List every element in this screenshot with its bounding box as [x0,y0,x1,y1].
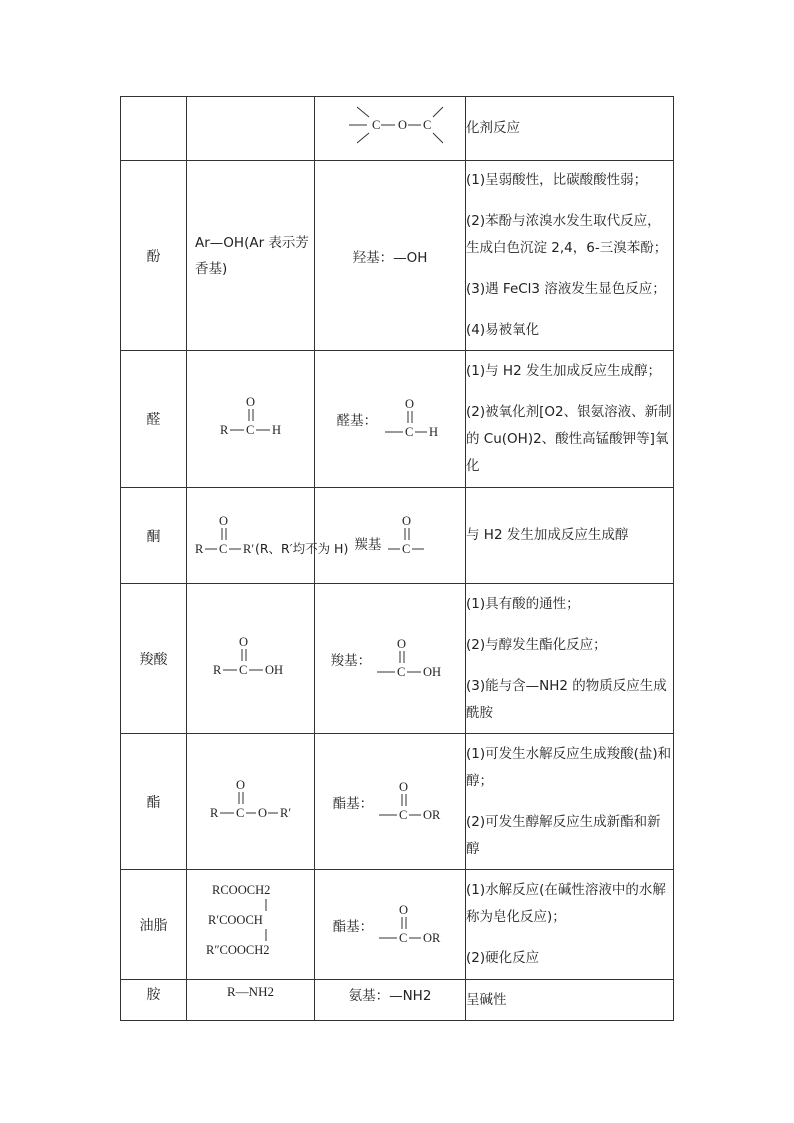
svg-text:OH: OH [423,664,442,679]
amino-group-label: 氨基：—NH2 [348,988,432,1004]
svg-text:O: O [398,117,408,132]
row-name: 酚 [121,161,187,351]
svg-text:(R、R′均不为 H): (R、R′均不为 H) [255,540,349,556]
svg-text:R: R [209,805,218,820]
svg-text:OR: OR [423,807,441,822]
property-text: 化剂反应 [466,120,520,136]
svg-text:O: O [219,513,229,528]
carboxyl-group-structure [375,636,449,682]
svg-text:R′COOCH: R′COOCH [207,912,263,927]
property-text: (4)易被氧化 [466,322,540,338]
ester-group-structure [377,779,447,825]
row-name: 羧酸 [121,584,187,734]
table-row-amine [121,980,674,1021]
carbonyl-group-structure [386,513,426,559]
property-text: (2)被氧化剂[O2、银氨溶液、新制的 Cu(OH)2、酸性高锰酸钾等]氧化 [466,404,672,474]
row-name [121,97,187,161]
properties-cell [466,734,674,870]
svg-text:R: R [212,662,221,677]
property-text: (1)具有酸的通性； [466,595,580,612]
row-name: 酮 [121,488,187,584]
svg-text:C: C [423,117,432,132]
ester-structure [206,777,296,823]
table-row-ketone [121,488,674,584]
property-text: (1)呈弱酸性，比碳酸酸性弱； [466,172,648,188]
svg-text:R″COOCH2: R″COOCH2 [205,942,270,957]
property-text: (2)硬化反应 [466,950,540,966]
phenol-formula: Ar—OH(Ar 表示芳香基) [195,234,309,277]
svg-text:H: H [271,423,281,437]
svg-text:RCOOCH2: RCOOCH2 [211,882,270,897]
formula-cell [187,161,315,351]
svg-text:C: C [397,664,406,679]
group-cell [315,980,466,1021]
property-text: (1)水解反应(在碱性溶液中的水解称为皂化反应)； [466,882,666,925]
group-cell [315,351,466,488]
svg-text:OH: OH [264,662,283,677]
aldehyde-structure [216,394,286,440]
svg-text:O: O [399,779,409,794]
property-text: (3)遇 FeCl3 溶液发生显色反应； [466,281,666,297]
amine-formula: R—NH2 [227,984,274,999]
row-name: 胺 [121,980,187,1021]
properties-cell [466,351,674,488]
properties-cell [466,584,674,734]
formula-cell [187,351,315,488]
property-text: (2)与醇发生酯化反应； [466,636,607,653]
ether-group-structure [335,105,445,149]
group-cell [315,161,466,351]
group-cell [315,97,466,161]
svg-text:R′: R′ [279,805,291,820]
table-row-phenol [121,161,674,351]
svg-text:O: O [397,636,407,651]
table-row-ester [121,734,674,870]
group-cell [315,734,466,870]
formula-cell [187,870,315,980]
group-cell [315,584,466,734]
formula-cell [187,980,315,1021]
row-name: 醛 [121,351,187,488]
svg-text:O: O [238,634,248,649]
table-row-carboxylic-acid [121,584,674,734]
svg-text:C: C [399,930,408,945]
svg-text:C: C [238,662,247,677]
svg-text:O: O [245,395,255,409]
property-text: 呈碱性 [466,991,507,1008]
svg-text:R: R [195,541,204,556]
triglyceride-structure [206,880,296,966]
row-name: 酯 [121,734,187,870]
svg-text:R: R [219,423,228,437]
property-text: (3)能与含—NH2 的物质反应生成酰胺 [466,677,667,721]
svg-text:O: O [235,777,245,792]
group-cell [315,870,466,980]
svg-text:R′: R′ [243,541,255,556]
ester-group-structure [377,902,447,948]
hydroxyl-group-label: 羟基：—OH [352,249,428,266]
formula-cell [187,734,315,870]
formula-cell [187,97,315,161]
properties-cell [466,980,674,1021]
row-name: 油脂 [121,870,187,980]
formula-cell [187,584,315,734]
properties-cell [466,97,674,161]
property-text: (2)苯酚与浓溴水发生取代反应，生成白色沉淀 2,4，6-三溴苯酚； [466,213,668,256]
aldehyde-group-structure [381,396,443,442]
ketone-structure [193,513,349,559]
group-cell [315,488,466,584]
ester-group-label: 酯基： [332,918,374,935]
svg-text:C: C [399,807,408,822]
properties-cell [466,161,674,351]
properties-cell [466,870,674,980]
table-row-aldehyde [121,351,674,488]
svg-text:C: C [235,805,244,820]
properties-cell [466,488,674,584]
property-text: (2)可发生醇解反应生成新酯和新醇 [466,813,661,857]
svg-text:C: C [401,541,410,556]
table-row-ether [121,97,674,161]
svg-text:H: H [429,425,439,439]
table-row-fat [121,870,674,980]
functional-group-table [120,96,674,1021]
property-text: (1)可发生水解反应生成羧酸(盐)和醇； [466,745,672,789]
svg-text:OR: OR [423,930,441,945]
ester-group-label: 酯基： [332,795,374,812]
property-text: 与 H2 发生加成反应生成醇 [466,527,629,543]
svg-text:C: C [219,541,228,556]
svg-text:O: O [405,397,415,411]
svg-text:C: C [405,425,414,439]
svg-text:O: O [257,805,267,820]
carbonyl-group-label: 羰基 [354,536,382,553]
carboxylic-acid-structure [209,634,293,680]
svg-text:C: C [372,117,381,132]
svg-text:O: O [401,513,411,528]
svg-text:O: O [399,902,409,917]
svg-text:C: C [245,423,254,437]
carboxyl-group-label: 羧基： [330,652,372,669]
property-text: (1)与 H2 发生加成反应生成醇； [466,363,661,379]
formula-cell [187,488,349,584]
aldehyde-group-label: 醛基： [336,413,378,429]
